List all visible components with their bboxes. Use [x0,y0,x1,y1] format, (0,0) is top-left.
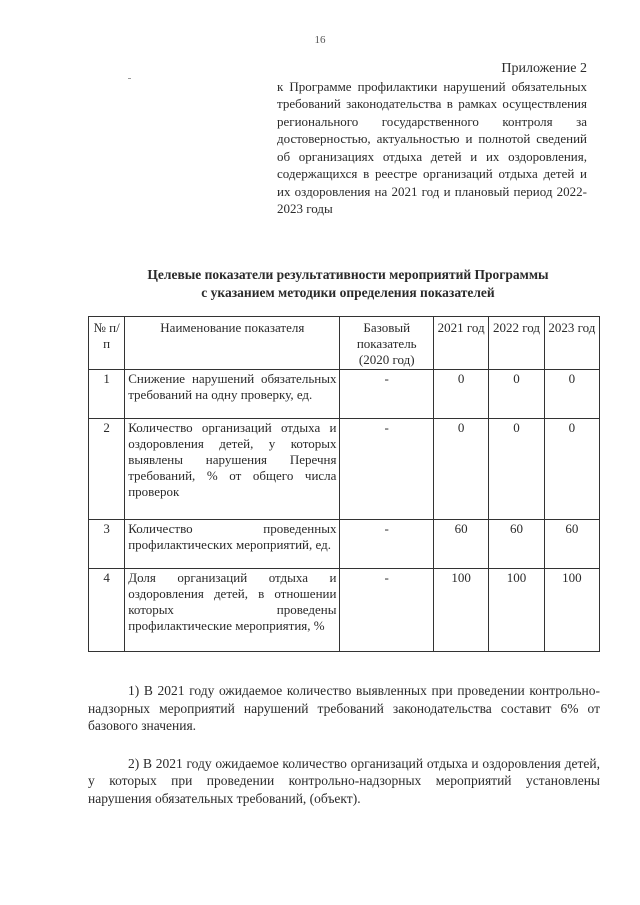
row-2023: 100 [544,569,599,652]
row-2021: 100 [434,569,489,652]
appendix-block [277,60,587,218]
row-2021: 0 [434,419,489,520]
appendix-title: Приложение 2 [501,61,587,76]
row-number: 2 [89,419,125,520]
row-2022: 60 [489,520,544,569]
appendix-text: к Программе профилактики нарушений обязательных требований законодательства в рамках осуществления регионального государственного контроля за достоверностью, актуальностью и полнотой сведений об организациях отдыха детей и их оздоровления, содержащихся в реестре организаций отдыха детей и их оздоровления на 2021 год и плановый период 2022-2023 годы [277,78,587,216]
header-name: Наименование показателя [125,317,340,370]
row-2023: 0 [544,419,599,520]
row-name: Количество проведенных профилактических мероприятий, ед. [125,520,340,569]
row-base: - [340,520,434,569]
row-number: 3 [89,520,125,569]
row-2022: 0 [489,370,544,419]
header-2022: 2022 год [489,317,544,370]
table-row [89,419,600,520]
header-number: № п/п [89,317,125,370]
row-number: 1 [89,370,125,419]
table-header-row [89,317,600,370]
row-base: - [340,370,434,419]
header-base: Базовый показатель (2020 год) [340,317,434,370]
row-2021: 60 [434,520,489,569]
note-2: 2) В 2021 году ожидаемое количество организаций отдыха и оздоровления детей, у которых при проведении контрольно-надзорных мероприятий установлены нарушения обязательных требований, (объект). [88,755,600,806]
notes-block [88,682,600,827]
section-heading [88,266,608,302]
row-name: Количество организаций отдыха и оздоровления детей, у которых выявлены нарушения Перечня требований, % от общего числа проверок [125,419,340,520]
header-2023: 2023 год [544,317,599,370]
row-base: - [340,419,434,520]
row-2022: 100 [489,569,544,652]
row-2022: 0 [489,419,544,520]
page-number: 16 [314,34,326,46]
heading-line-1: Целевые показатели результативности мероприятий Программы [147,267,549,282]
scan-mark [128,78,131,79]
table-row [89,520,600,569]
header-2021: 2021 год [434,317,489,370]
row-2023: 60 [544,520,599,569]
table-row [89,569,600,652]
row-name: Доля организаций отдыха и оздоровления детей, в отношении которых проведены профилактические мероприятия, % [125,569,340,652]
indicators-table [88,316,600,652]
note-1: 1) В 2021 году ожидаемое количество выявленных при проведении контрольно-надзорных мероприятий нарушений требований законодательства составит 6% от базового значения. [88,683,600,733]
row-2021: 0 [434,370,489,419]
row-base: - [340,569,434,652]
heading-line-2: с указанием методики определения показателей [201,285,495,300]
table-row [89,370,600,419]
row-name: Снижение нарушений обязательных требований на одну проверку, ед. [125,370,340,419]
row-number: 4 [89,569,125,652]
row-2023: 0 [544,370,599,419]
